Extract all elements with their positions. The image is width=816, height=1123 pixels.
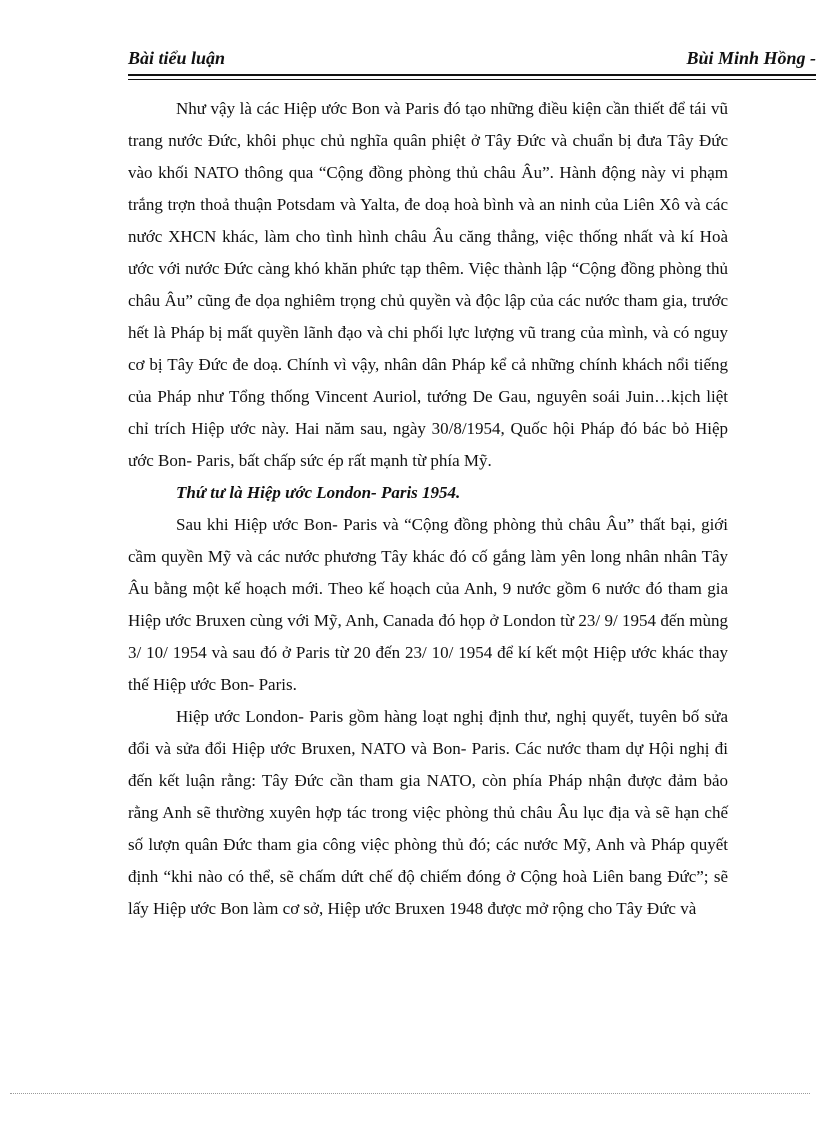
footer-divider — [10, 1093, 810, 1094]
section-heading: Thứ tư là Hiệp ước London- Paris 1954. — [176, 483, 461, 502]
paragraph: Sau khi Hiệp ước Bon- Paris và “Cộng đồng phòng thủ châu Âu” thất bại, giới cầm quyền Mỹ và các nước phương Tây khác đó cố gắng làm yên long nhân nhân Tây Âu bằng một kế hoạch mới. Theo kế hoạch của Anh, 9 nước gồm 6 nước đó tham gia Hiệp ước Bruxen cùng với Mỹ, Anh, Canada đó họp ở London từ 23/ 9/ 1954 đến mùng 3/ 10/ 1954 và sau đó ở Paris từ 20 đến 23/ 10/ 1954 để kí kết một Hiệp ước khác thay thế Hiệp ước Bon- Paris. — [128, 515, 728, 694]
page-header — [128, 48, 816, 74]
header-author: Bùi Minh Hồng - — [686, 48, 816, 68]
paragraph: Hiệp ước London- Paris gồm hàng loạt nghị định thư, nghị quyết, tuyên bố sửa đổi và sửa đổi Hiệp ước Bruxen, NATO và Bon- Paris. Các nước tham dự Hội nghị đi đến kết luận rằng: Tây Đức cần tham gia NATO, còn phía Pháp nhận được đảm bảo rằng Anh sẽ thường xuyên hợp tác trong việc phòng thủ châu Âu lục địa và sẽ hạn chế số lượn quân Đức tham gia công việc phòng thủ đó; các nước Mỹ, Anh và Pháp quyết định “khi nào có thể, sẽ chấm dứt chế độ chiếm đóng ở Cộng hoà Liên bang Đức”; sẽ lấy Hiệp ước Bon làm cơ sở, Hiệp ước Bruxen 1948 được mở rộng cho Tây Đức và — [128, 707, 728, 918]
header-divider — [128, 74, 816, 80]
header-title: Bài tiểu luận — [128, 48, 226, 68]
document-body — [128, 93, 728, 925]
paragraph: Như vậy là các Hiệp ước Bon và Paris đó tạo những điều kiện cần thiết để tái vũ trang nước Đức, khôi phục chủ nghĩa quân phiệt ở Tây Đức và chuẩn bị đưa Tây Đức vào khối NATO thông qua “Cộng đồng phòng thủ châu Âu”. Hành động này vi phạm trắng trợn thoả thuận Potsdam và Yalta, đe doạ hoà bình và an ninh của Liên Xô và các nước XHCN khác, làm cho tình hình châu Âu căng thẳng, việc thống nhất và kí Hoà ước với nước Đức càng khó khăn phức tạp thêm. Việc thành lập “Cộng đồng phòng thủ châu Âu” cũng đe dọa nghiêm trọng chủ quyền và độc lập của các nước tham gia, trước hết là Pháp bị mất quyền lãnh đạo và chi phối lực lượng vũ trang của mình, và có nguy cơ bị Tây Đức đe doạ. Chính vì vậy, nhân dân Pháp kể cả những chính khách nổi tiếng của Pháp như Tổng thống Vincent Auriol, tướng De Gau, nguyên soái Juin…kịch liệt chỉ trích Hiệp ước này. Hai năm sau, ngày 30/8/1954, Quốc hội Pháp đó bác bỏ Hiệp ước Bon- Paris, bất chấp sức ép rất mạnh từ phía Mỹ. — [128, 99, 728, 470]
